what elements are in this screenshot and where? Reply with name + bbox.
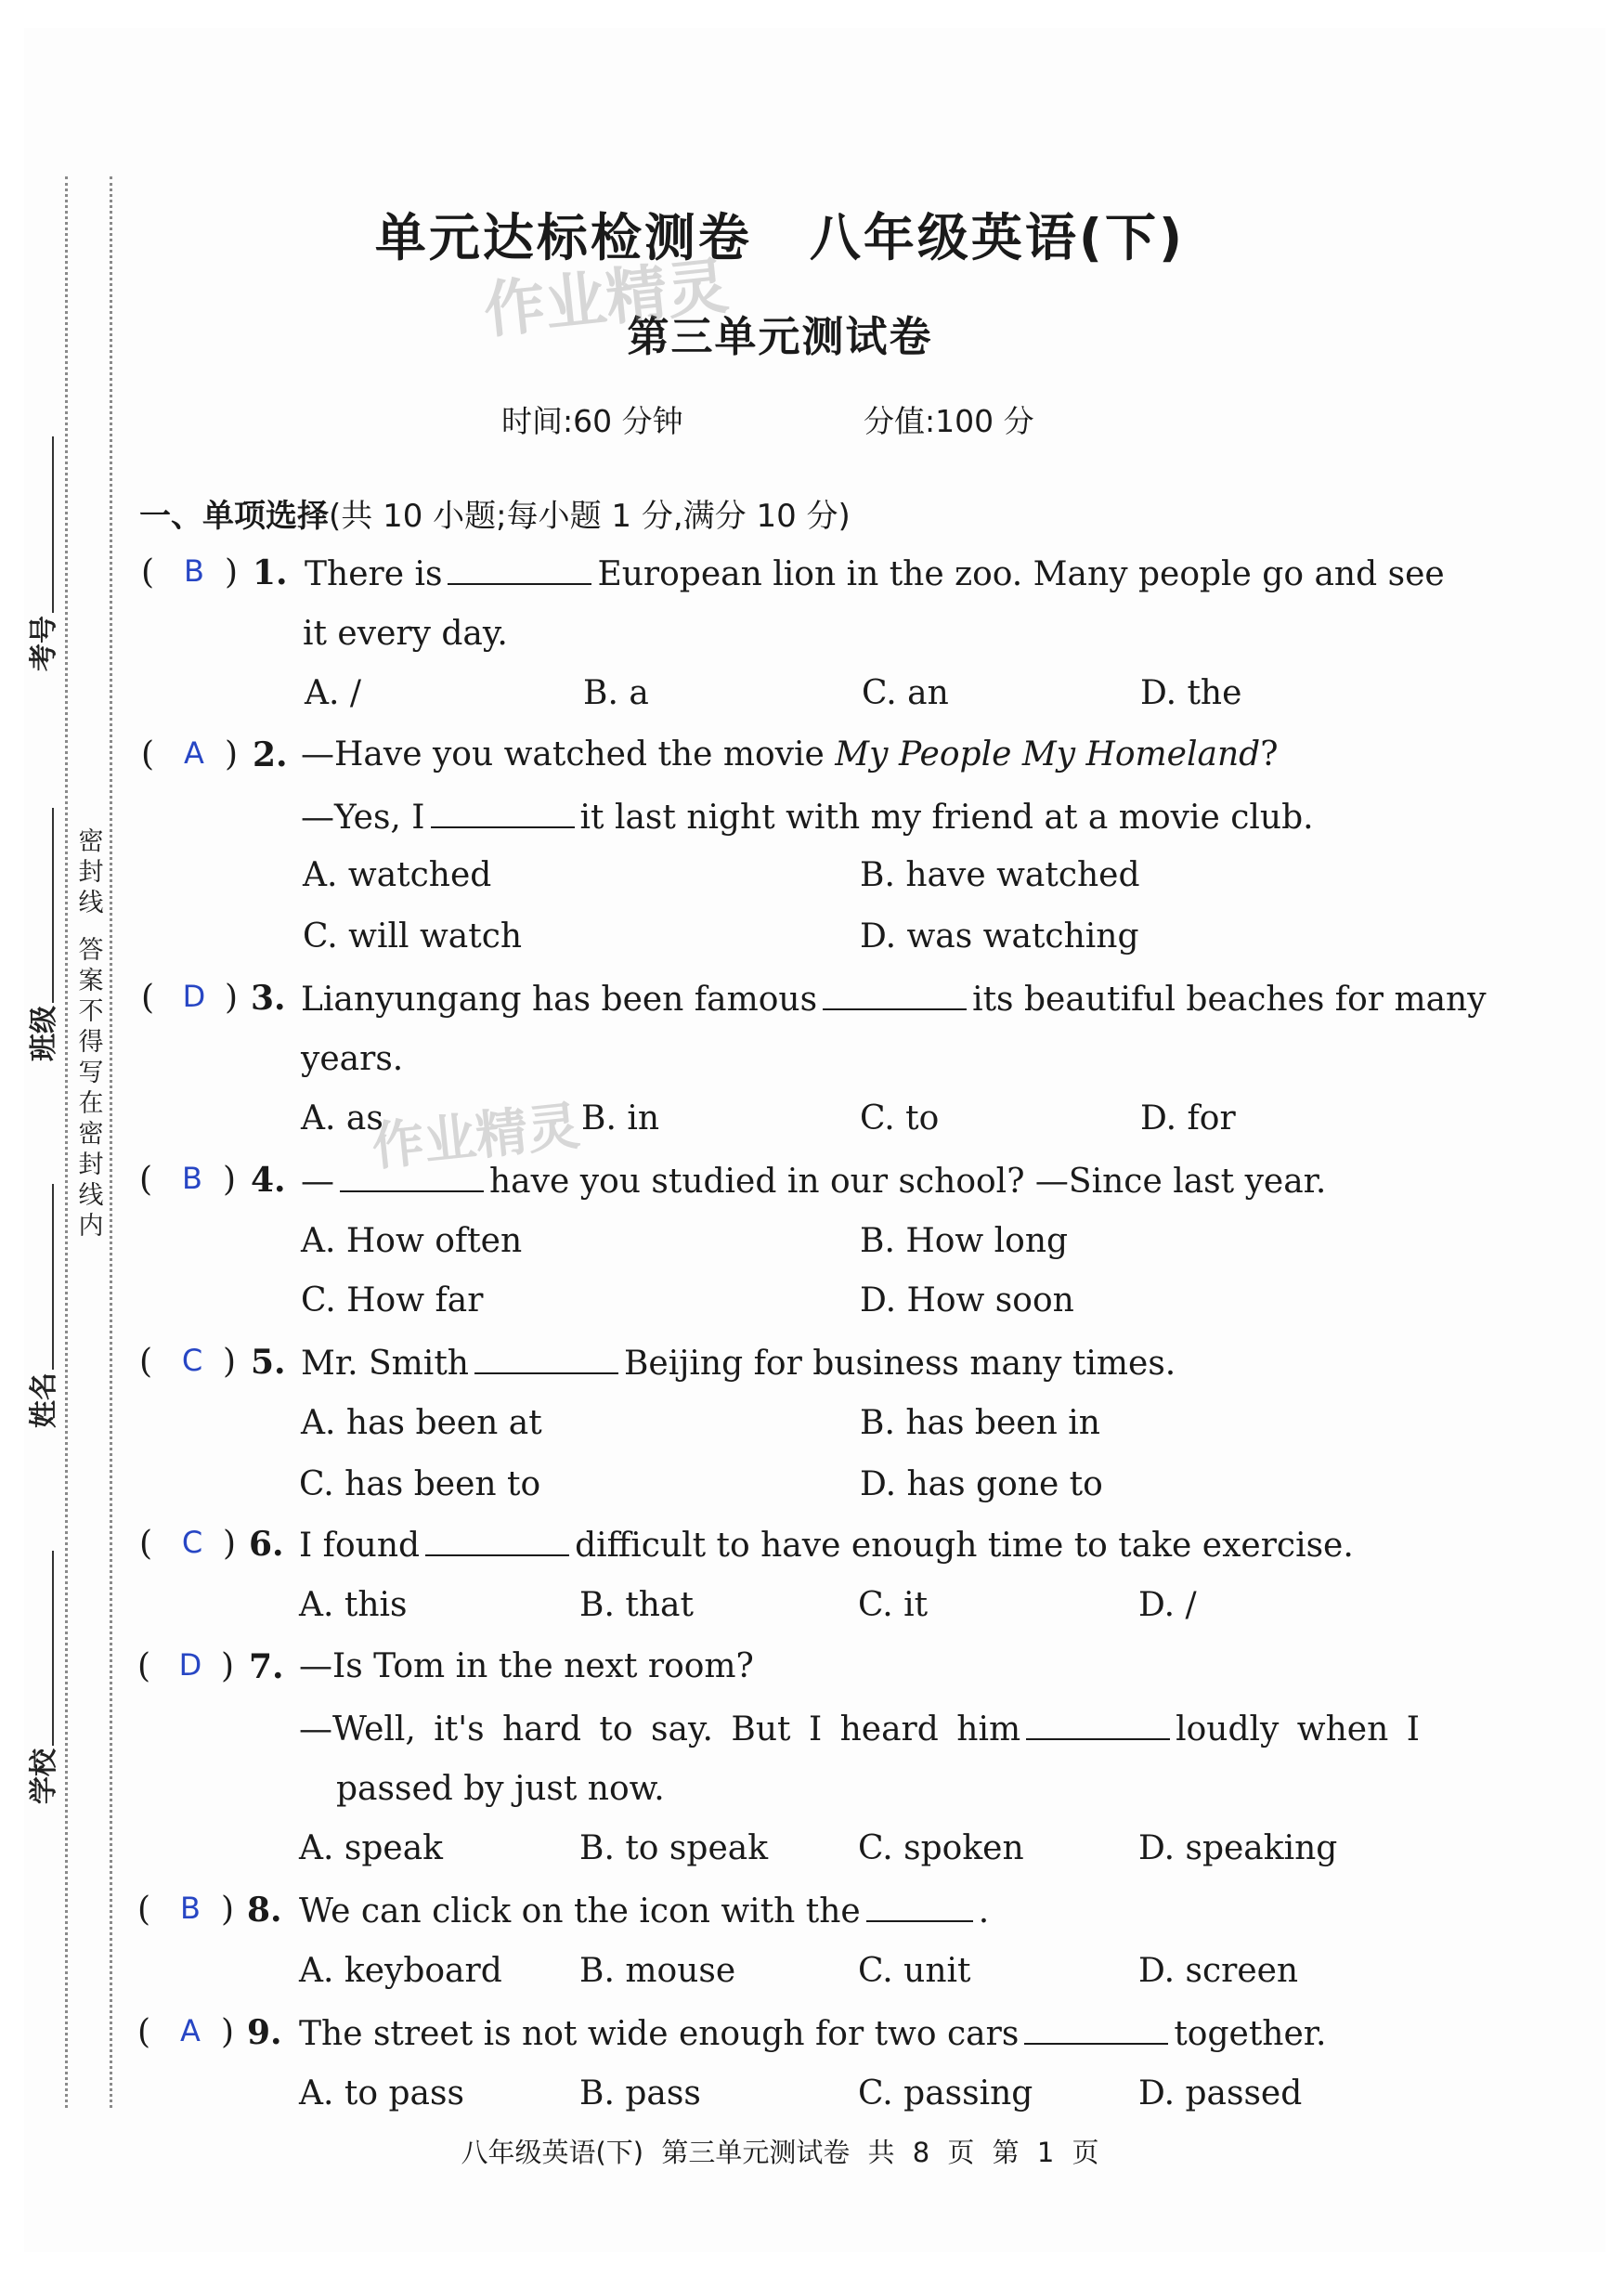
answer-value: B — [180, 1891, 201, 1926]
option: A. has been at — [301, 1404, 542, 1442]
option: D. / — [1138, 1586, 1197, 1624]
answer-box: ( B ) — [139, 1161, 237, 1199]
option: C. How far — [301, 1281, 484, 1320]
option: A. How often — [301, 1222, 523, 1260]
option: C. unit — [858, 1952, 971, 1990]
option: D. has gone to — [860, 1465, 1103, 1503]
question-number: 1. — [253, 553, 288, 592]
watermark-middle: 作业精灵 — [369, 1096, 583, 1178]
answer-value: A — [184, 735, 204, 771]
option: D. passed — [1138, 2074, 1303, 2112]
answer-blank — [474, 1343, 618, 1374]
binding-line-outer — [110, 176, 112, 2108]
school-field[interactable] — [17, 1551, 65, 1820]
class-label: 班级 — [28, 1006, 60, 1061]
option: A. keyboard — [299, 1952, 502, 1990]
answer-value: A — [180, 2013, 201, 2048]
option: B. mouse — [579, 1952, 736, 1990]
answer-box: ( A ) — [141, 735, 239, 774]
option: C. passing — [858, 2074, 1033, 2112]
answer-box: ( B ) — [137, 1891, 235, 1929]
watermark-top: 作业精灵 — [480, 250, 732, 347]
answer-box: ( D ) — [137, 1647, 235, 1685]
answer-box: ( C ) — [139, 1343, 237, 1381]
answer-value: D — [182, 979, 206, 1014]
section-title: 一、单项选择(共 10 小题;每小题 1 分,满分 10 分) — [139, 498, 851, 535]
total-score: 分值:100 分 — [864, 403, 1034, 439]
option: D. was watching — [860, 917, 1139, 956]
option: D. speaking — [1138, 1829, 1338, 1867]
option: B. has been in — [860, 1404, 1100, 1442]
question-stem-continued: passed by just now. — [336, 1770, 665, 1808]
option: B. How long — [860, 1222, 1069, 1260]
answer-box: ( C ) — [139, 1525, 237, 1563]
answer-blank — [425, 1525, 569, 1556]
question-stem: I found difficult to have enough time to take exercise. — [299, 1527, 1354, 1565]
question-number: 2. — [253, 735, 288, 774]
option: A. watched — [303, 856, 492, 894]
school-label: 学校 — [28, 1748, 60, 1804]
name-field[interactable] — [17, 1184, 65, 1444]
binding-line-inner — [65, 176, 68, 2108]
exam-number-field[interactable] — [17, 436, 65, 669]
question-stem: Mr. Smith Beijing for business many times. — [301, 1345, 1176, 1383]
answer-blank — [448, 553, 591, 585]
question-stem: We can click on the icon with the . — [299, 1892, 990, 1930]
option: A. this — [299, 1586, 408, 1624]
question-number: 3. — [251, 979, 286, 1018]
question-number: 8. — [247, 1891, 282, 1930]
option: A. as — [301, 1099, 383, 1138]
answer-blank — [340, 1161, 484, 1192]
question-stem: The street is not wide enough for two cars together. — [299, 2015, 1327, 2053]
question-stem: Lianyungang has been famous its beautiful beaches for many — [301, 981, 1487, 1019]
time-limit: 时间:60 分钟 — [501, 403, 683, 439]
name-label: 姓名 — [28, 1372, 60, 1428]
question-stem-continued: —Well, it's hard to say. But I heard him loudly when I — [299, 1710, 1420, 1748]
seal-line-note: 密 封 线 答 案 不 得 写 在 密 封 线 内 — [78, 827, 104, 1241]
answer-value: B — [184, 553, 204, 589]
option: A. to pass — [299, 2074, 464, 2112]
answer-blank — [866, 1891, 973, 1922]
answer-box: ( A ) — [137, 2013, 235, 2051]
answer-value: C — [181, 1343, 203, 1378]
answer-value: B — [182, 1161, 202, 1196]
option: C. an — [862, 674, 949, 712]
option: A. / — [305, 674, 362, 712]
option: D. screen — [1138, 1952, 1299, 1990]
answer-blank — [1026, 1709, 1170, 1740]
answer-blank — [823, 979, 967, 1010]
answer-value: D — [178, 1647, 202, 1683]
answer-box: ( D ) — [141, 979, 239, 1017]
question-stem: —Have you watched the movie My People My Homeland? — [301, 735, 1279, 774]
option: B. that — [579, 1586, 694, 1624]
question-number: 9. — [247, 2013, 282, 2052]
page-subtitle: 第三单元测试卷 — [627, 312, 933, 361]
answer-blank — [431, 797, 575, 828]
option: B. a — [583, 674, 649, 712]
option: C. will watch — [303, 917, 523, 956]
answer-box: ( B ) — [141, 553, 239, 592]
option: C. to — [860, 1099, 940, 1138]
option: A. speak — [299, 1829, 443, 1867]
option: D. the — [1140, 674, 1242, 712]
question-number: 4. — [251, 1161, 286, 1200]
question-number: 6. — [249, 1525, 284, 1564]
question-stem: — have you studied in our school? —Since last year. — [301, 1163, 1327, 1201]
option: D. for — [1140, 1099, 1236, 1138]
page-title: 单元达标检测卷 八年级英语(下) — [374, 208, 1186, 267]
option: B. to speak — [579, 1829, 769, 1867]
question-stem-continued: it every day. — [303, 615, 508, 653]
option: B. have watched — [860, 856, 1140, 894]
question-stem-continued: —Yes, I it last night with my friend at a movie club. — [301, 799, 1314, 837]
class-field[interactable] — [17, 808, 65, 1077]
answer-value: C — [181, 1525, 203, 1560]
question-number: 5. — [251, 1343, 286, 1382]
option: C. it — [858, 1586, 929, 1624]
exam-number-label: 考号 — [28, 616, 60, 671]
question-stem: There is European lion in the zoo. Many people go and see — [305, 555, 1445, 593]
page-footer: 八年级英语(下) 第三单元测试卷 共 8 页 第 1 页 — [461, 2137, 1099, 2168]
option: D. How soon — [860, 1281, 1074, 1320]
question-stem-continued: years. — [301, 1040, 404, 1078]
option: C. spoken — [858, 1829, 1024, 1867]
question-stem: —Is Tom in the next room? — [299, 1647, 754, 1685]
option: C. has been to — [299, 1465, 541, 1503]
option: B. pass — [579, 2074, 701, 2112]
option: B. in — [581, 1099, 660, 1138]
answer-blank — [1024, 2013, 1168, 2045]
question-number: 7. — [249, 1647, 284, 1686]
